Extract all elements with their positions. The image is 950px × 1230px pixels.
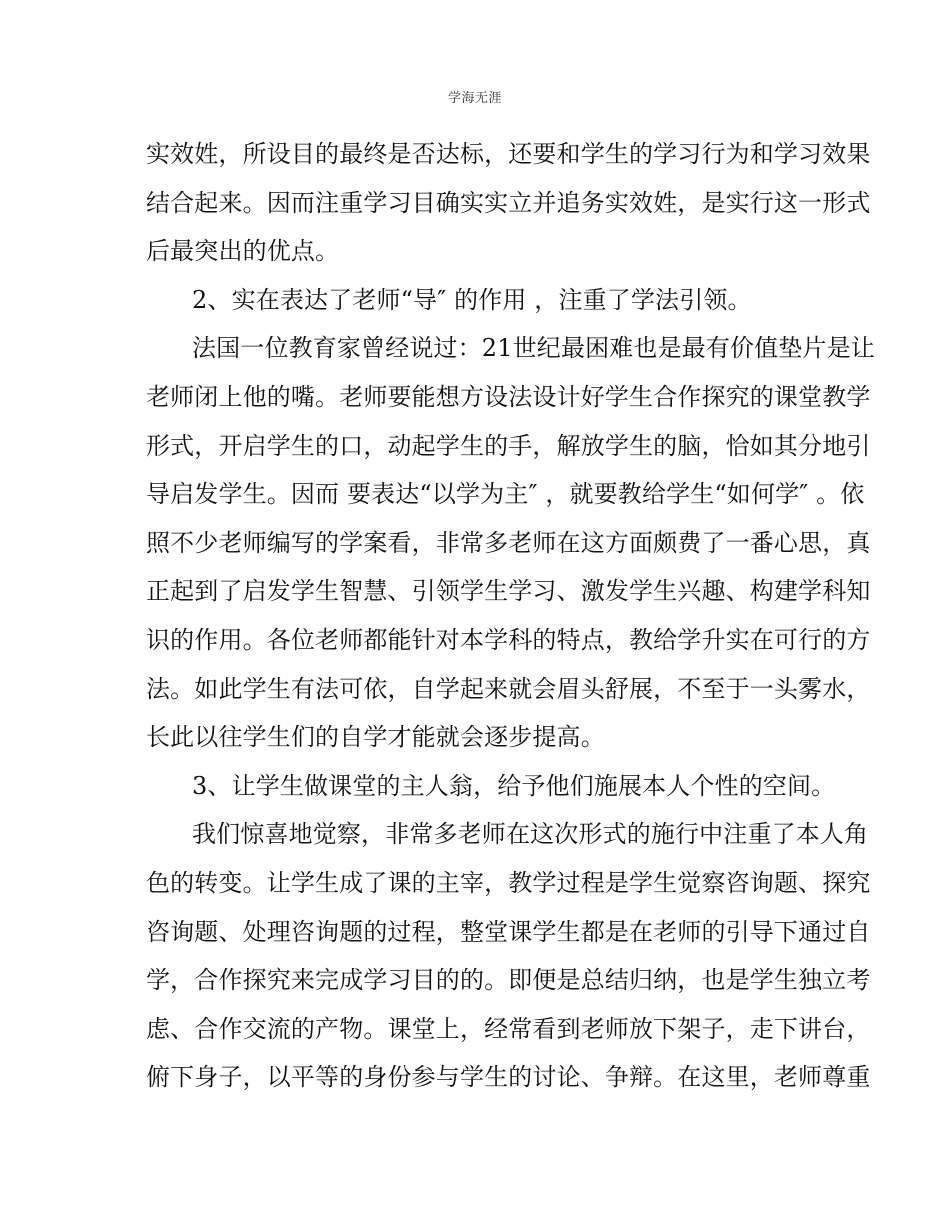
text-line: 正起到了启发学生智慧、引领学生学习、激发学生兴趣、构建学科知 bbox=[146, 577, 871, 606]
text-line: 学，合作探究来完成学习目的的。即便是总结归纳，也是学生独立考 bbox=[146, 966, 871, 995]
text-line: 导启发学生。因而 要表达“以学为主″ ，就要教给学生“如何学″ 。依 bbox=[146, 480, 865, 509]
text-line: 后最突出的优点。 bbox=[146, 237, 340, 266]
text-line: 实效姓，所设目的最终是否达标，还要和学生的学习行为和学习效果 bbox=[146, 140, 871, 168]
paragraph-start: 我们惊喜地觉察，非常多老师在这次形式的施行中注重了本人角 bbox=[192, 820, 869, 849]
text-line: 俯下身子，以平等的身份参与学生的讨论、争辩。在这里，老师尊重 bbox=[146, 1063, 871, 1092]
text-line: 识的作用。各位老师都能针对本学科的特点，教给学升实在可行的方 bbox=[146, 625, 871, 654]
page-header: 学海无涯 bbox=[447, 91, 502, 106]
section-heading: 3、让学生做课堂的主人翁，给予他们施展本人个性的空间。 bbox=[192, 771, 836, 800]
text-line: 结合起来。因而注重学习目确实实立并追务实效姓，是实行这一形式 bbox=[146, 188, 871, 217]
text-line: 长此以往学生们的自学才能就会逐步提高。 bbox=[146, 723, 605, 752]
text-line: 照不少老师编写的学案看，非常多老师在这方面颇费了一番心思，真 bbox=[146, 528, 871, 557]
text-line: 虑、合作交流的产物。课堂上，经常看到老师放下架子，走下讲台， bbox=[146, 1014, 871, 1043]
section-heading: 2、实在表达了老师“导″ 的作用 ，注重了学法引领。 bbox=[192, 285, 752, 314]
text-line: 咨询题、处理咨询题的过程，整堂课学生都是在老师的引导下通过自 bbox=[146, 917, 871, 946]
text-line: 老师闭上他的嘴。老师要能想方设法设计好学生合作探究的课堂教学 bbox=[146, 382, 871, 411]
text-line: 色的转变。让学生成了课的主宰，教学过程是学生觉察咨询题、探究 bbox=[146, 868, 871, 897]
text-line: 形式，开启学生的口，动起学生的手，解放学生的脑，恰如其分地引 bbox=[146, 431, 871, 460]
document-body bbox=[146, 130, 875, 1102]
paragraph-start: 法国一位教育家曾经说过：21世纪最困难也是最有价值垫片是让 bbox=[192, 334, 875, 363]
text-line: 法。如此学生有法可依，自学起来就会眉头舒展，不至于一头雾水， bbox=[146, 674, 871, 703]
